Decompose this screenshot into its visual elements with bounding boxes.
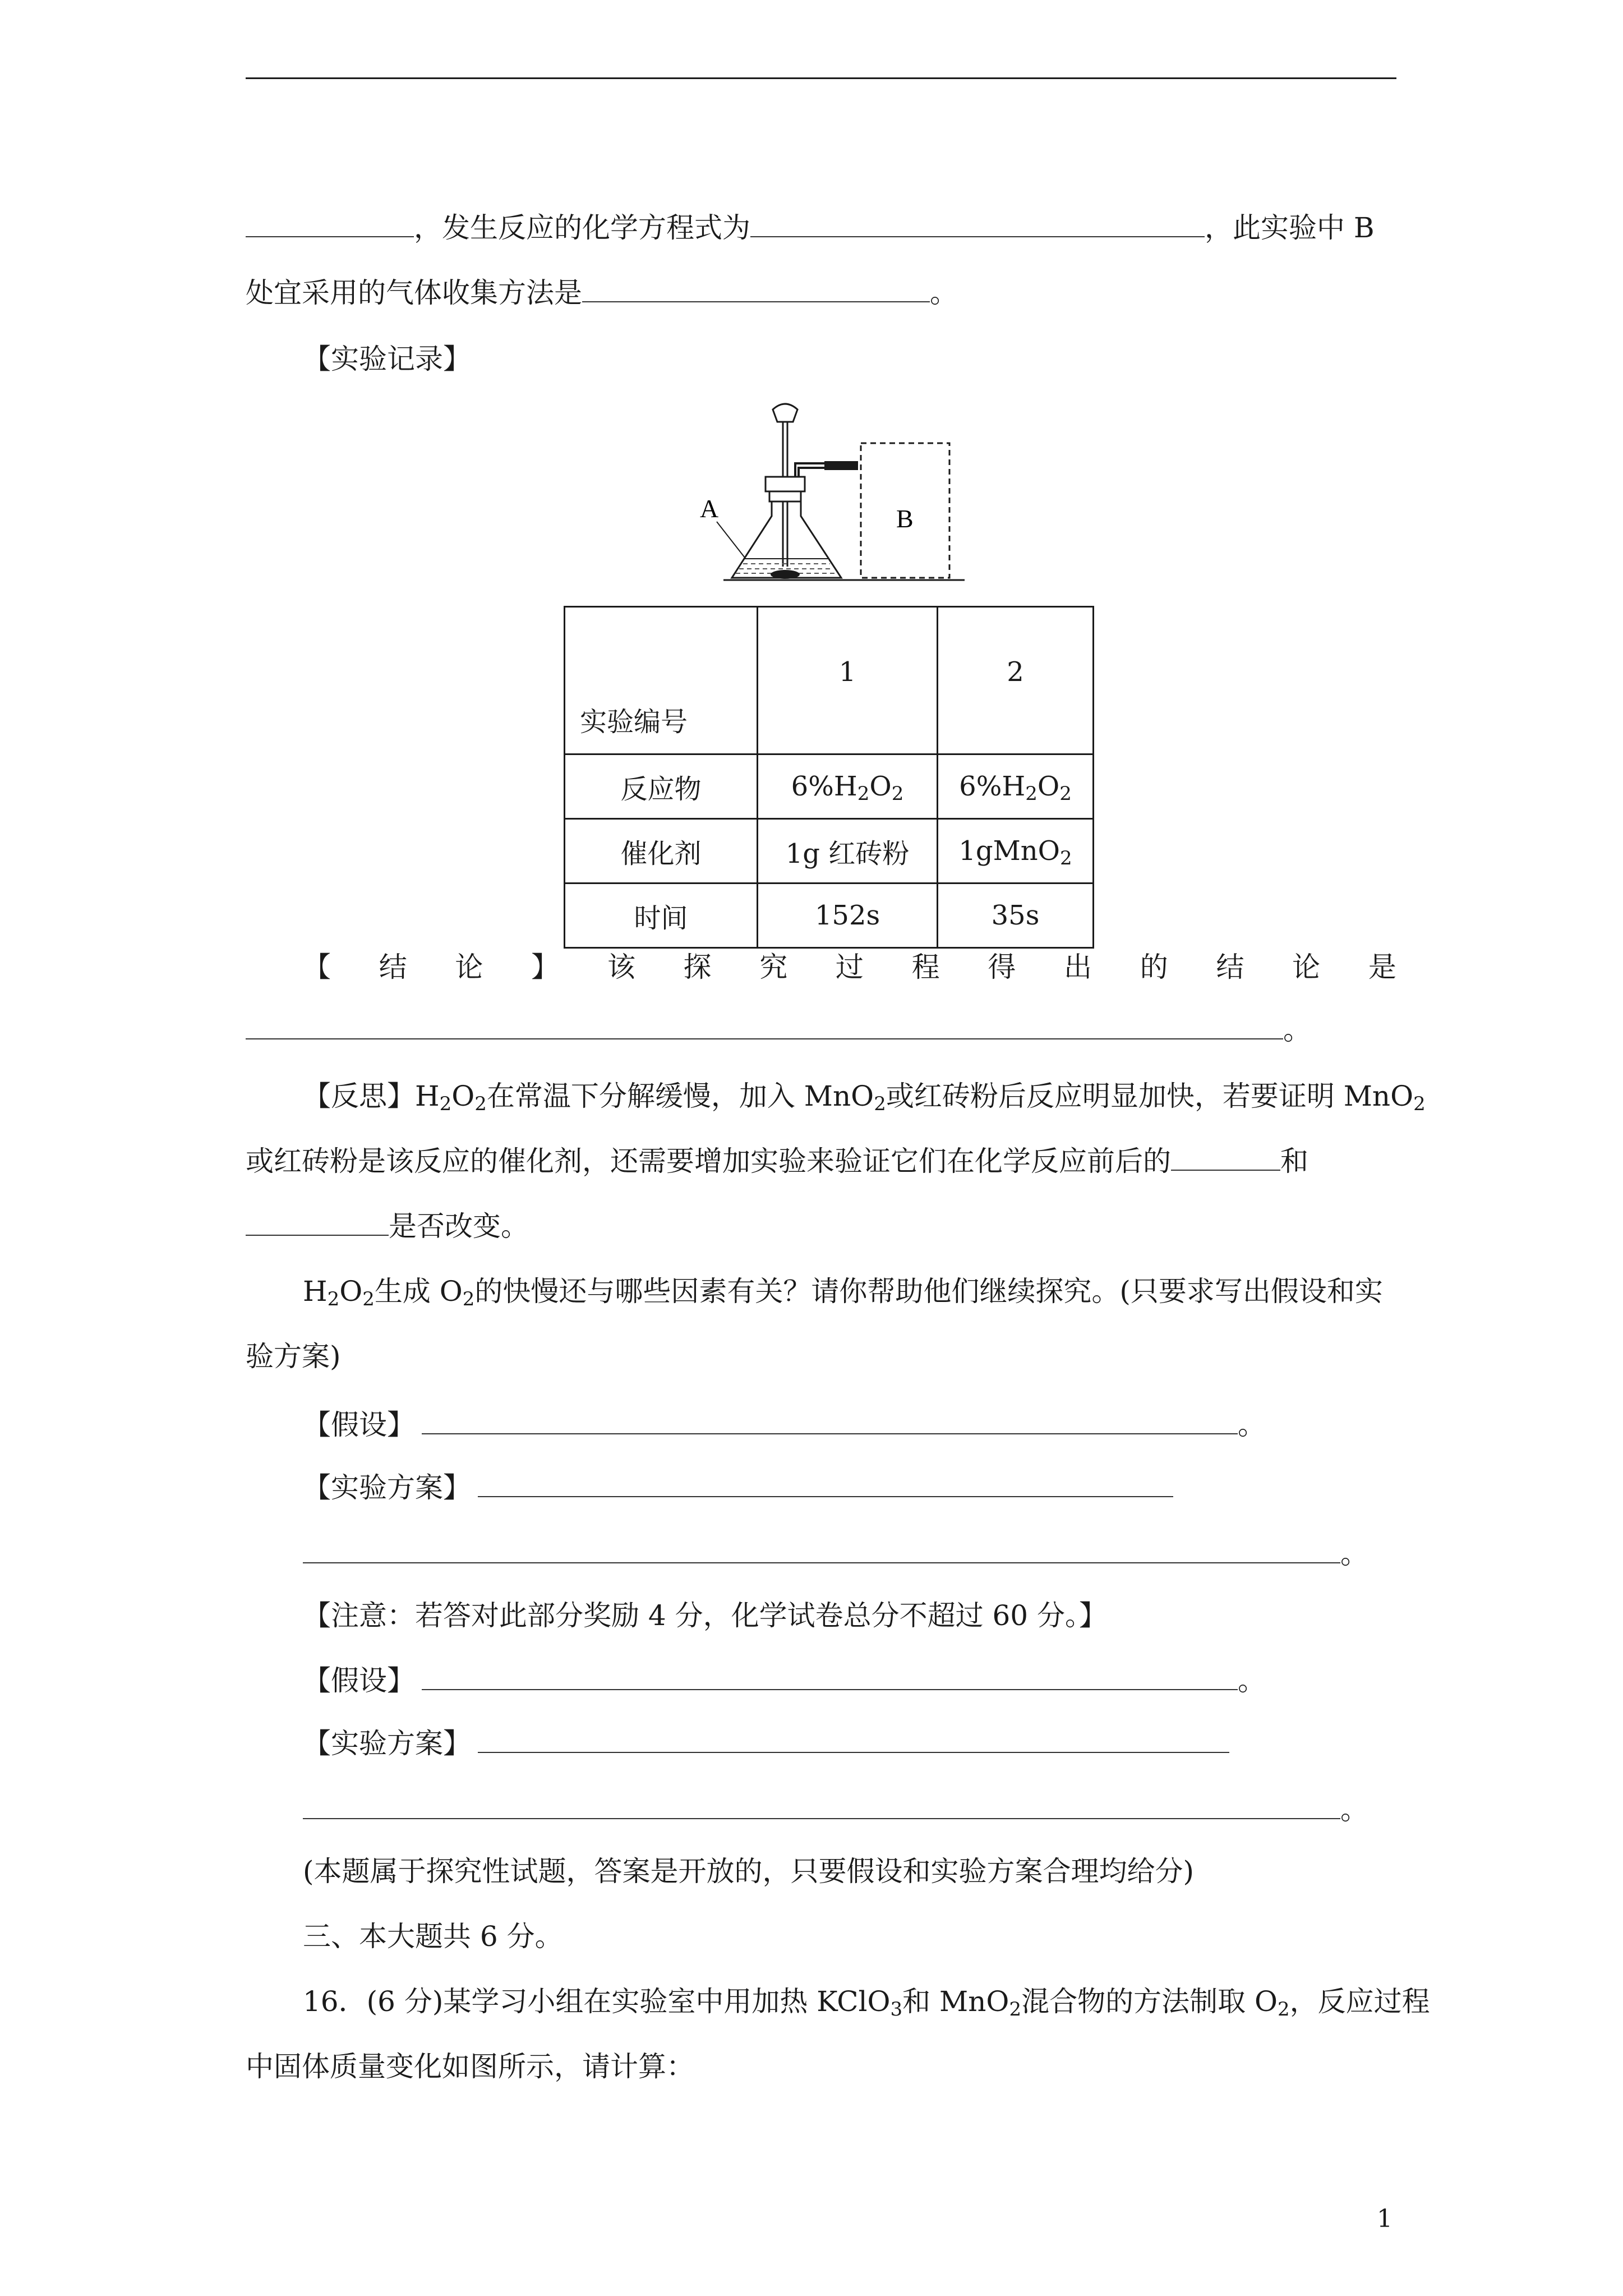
reflection-line-2: 或红砖粉是该反应的催化剂，还需要增加实验来验证它们在化学反应前后的 和: [246, 1145, 1308, 1177]
bonus-note: 【注意：若答对此部分奖励 4 分，化学试卷总分不超过 60 分。】: [303, 1599, 1108, 1632]
conclusion-char: 结: [379, 951, 407, 983]
conclusion-char: 探: [683, 951, 712, 983]
factor-question-2: 验方案): [246, 1340, 341, 1373]
table-header-col2: 2: [938, 607, 1094, 754]
conclusion-char: 究: [759, 951, 788, 983]
conclusion-char: 出: [1064, 951, 1092, 983]
conclusion-char: 】: [531, 951, 560, 983]
question-16-line-2: 中固体质量变化如图所示，请计算：: [246, 2050, 694, 2083]
table-row: 反应物 $6\%H_2O_2$ $6\%H_2O_2$: [565, 754, 1094, 819]
answer-blank[interactable]: [1171, 1146, 1280, 1171]
experiment-table: [564, 606, 1094, 949]
line-collection-method: 处宜采用的气体收集方法是 。: [246, 277, 958, 309]
conclusion-char: 得: [988, 951, 1016, 983]
table-header-col1: 1: [758, 607, 938, 754]
answer-blank[interactable]: [750, 213, 1205, 237]
reflection-line: 【反思】$H_2O_2$在常温下分解缓慢，加入 MnO$_2$或红砖粉后反应明显加快，若要证明 MnO$_2$: [303, 1080, 1426, 1115]
plan-1: 【实验方案】: [303, 1471, 1173, 1504]
grading-remark: (本题属于探究性试题，答案是开放的，只要假设和实验方案合理均给分): [303, 1855, 1195, 1888]
conclusion-char: 的: [1140, 951, 1168, 983]
table-row: 时间 152s 35s: [565, 884, 1094, 948]
conclusion-char: 过: [835, 951, 864, 983]
answer-blank[interactable]: [303, 1795, 1340, 1819]
answer-blank[interactable]: [478, 1473, 1173, 1497]
answer-blank[interactable]: [246, 1015, 1283, 1039]
answer-blank[interactable]: [478, 1728, 1229, 1753]
conclusion-char: 该: [607, 951, 635, 983]
funnel-icon: [773, 404, 797, 422]
question-16: 16．(6 分)某学习小组在实验室中用加热 KClO$_3$和 MnO$_2$混合物的方法制取 $O_2$，反应过程: [303, 1985, 1430, 2021]
table-row: 催化剂 1g 红砖粉 1gMnO$_2$: [565, 819, 1094, 884]
plan-2: 【实验方案】: [303, 1727, 1229, 1760]
answer-blank[interactable]: [582, 278, 930, 302]
record-heading: 【实验记录】: [303, 343, 471, 375]
table-header-label: 实验编号: [565, 607, 758, 754]
answer-blank[interactable]: [422, 1410, 1238, 1434]
answer-blank[interactable]: [422, 1665, 1238, 1690]
conclusion-line: [303, 950, 1396, 984]
conclusion-char: 论: [1292, 951, 1321, 983]
conclusion-answer-line: 。: [246, 1013, 1311, 1047]
plan-2-continued: 。: [303, 1793, 1368, 1826]
conclusion-char: 【: [303, 951, 331, 983]
hypothesis-1: 【假设】 。: [303, 1409, 1266, 1441]
section-heading: 三、本大题共 6 分。: [303, 1920, 563, 1953]
label-a: A: [700, 494, 719, 523]
conclusion-char: 是: [1368, 951, 1396, 983]
label-b: B: [896, 504, 914, 533]
answer-blank[interactable]: [246, 1211, 389, 1236]
reflection-line-3: 是否改变。: [246, 1209, 529, 1243]
answer-blank[interactable]: [303, 1539, 1340, 1563]
conclusion-char: 程: [911, 951, 940, 983]
answer-blank[interactable]: [246, 213, 414, 237]
line-equation: ，发生反应的化学方程式为 ，此实验中 B: [246, 211, 1375, 245]
page-number: 1: [1377, 2205, 1393, 2233]
conclusion-char: 结: [1216, 951, 1244, 983]
plan-1-continued: 。: [303, 1537, 1368, 1571]
conclusion-char: 论: [455, 951, 483, 983]
hypothesis-2: 【假设】 。: [303, 1664, 1266, 1697]
apparatus-diagram: [673, 393, 965, 595]
stopper: [766, 477, 805, 491]
catalyst-solid: [771, 570, 800, 579]
factor-question: $H_2O_2$生成 $O_2$的快慢还与哪些因素有关？请你帮助他们继续探究。(只要求写出假设和实: [303, 1275, 1383, 1310]
header-rule: [246, 77, 1396, 79]
